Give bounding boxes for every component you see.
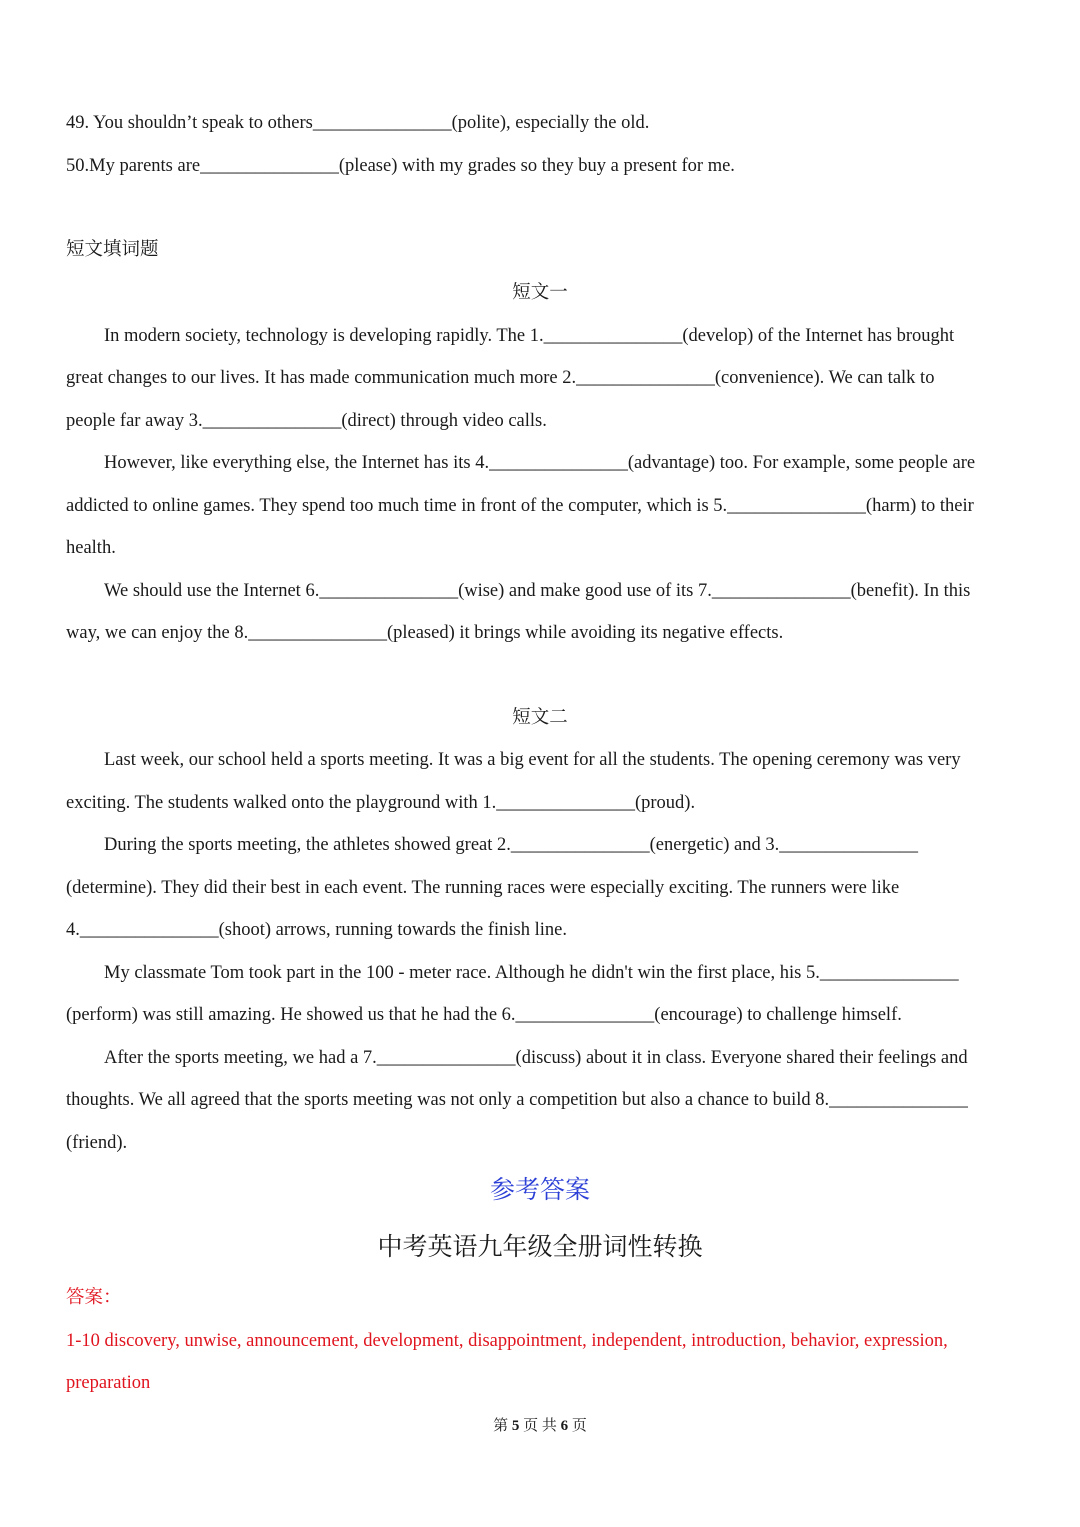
passage2-line: thoughts. We all agreed that the sports meeting was not only a competition but also a chance to build 8._______________	[66, 1090, 968, 1110]
passage1-line: In modern society, technology is developing rapidly. The 1._______________(develop) of the Internet has brought	[104, 326, 955, 346]
answer-label: 答案：	[66, 1288, 122, 1308]
reference-answer-title: 参考答案	[489, 1177, 590, 1204]
passage1-line: addicted to online games. They spend too much time in front of the computer, which is 5._______________(harm) to their	[66, 496, 974, 516]
answer-line: 1-10 discovery, unwise, announcement, development, disappointment, independent, introduction, behavior, expression,	[66, 1331, 948, 1351]
passage2-line: My classmate Tom took part in the 100 - meter race. Although he didn't win the first place, his 5._______________	[104, 963, 959, 983]
answer-line: preparation	[66, 1373, 151, 1393]
passage1-line: We should use the Internet 6._______________(wise) and make good use of its 7._______________(benefit). In this	[104, 581, 971, 601]
passage2-title: 短文二	[512, 708, 568, 728]
passage1-line: health.	[66, 538, 116, 558]
document-title: 中考英语九年级全册词性转换	[377, 1234, 703, 1261]
passage1-line: way, we can enjoy the 8._______________(pleased) it brings while avoiding its negative effects.	[66, 623, 784, 643]
passage2-line: After the sports meeting, we had a 7._______________(discuss) about it in class. Everyone shared their feelings and	[104, 1048, 968, 1068]
footer-prefix: 第	[493, 1418, 509, 1434]
footer-middle: 页 共	[523, 1418, 557, 1434]
footer-total-pages: 6	[560, 1418, 569, 1434]
section-heading: 短文填词题	[66, 240, 159, 260]
passage2-line: exciting. The students walked onto the playground with 1._______________(proud).	[66, 793, 696, 813]
passage1-line: great changes to our lives. It has made communication much more 2._______________(convenience). We can talk to	[66, 368, 935, 388]
passage1-title: 短文一	[512, 283, 568, 303]
footer-page-number: 5	[511, 1418, 520, 1434]
passage2-line: (friend).	[66, 1133, 128, 1153]
question-50: 50.My parents are_______________(please) with my grades so they buy a present for me.	[66, 156, 735, 176]
passage1-line: people far away 3._______________(direct) through video calls.	[66, 411, 547, 431]
footer-suffix: 页	[571, 1418, 587, 1434]
question-49: 49. You shouldn’t speak to others_______________(polite), especially the old.	[66, 113, 650, 133]
passage1-line: However, like everything else, the Internet has its 4._______________(advantage) too. For example, some people are	[104, 453, 976, 473]
passage2-line: 4._______________(shoot) arrows, running towards the finish line.	[66, 920, 567, 940]
passage2-line: Last week, our school held a sports meeting. It was a big event for all the students. The opening ceremony was very	[104, 750, 961, 770]
passage2-line: (perform) was still amazing. He showed us that he had the 6._______________(encourage) to challenge himself.	[66, 1005, 902, 1025]
passage2-line: During the sports meeting, the athletes showed great 2._______________(energetic) and 3._______________	[104, 835, 919, 855]
page-footer	[0, 1416, 1080, 1436]
passage2-line: (determine). They did their best in each event. The running races were especially exciting. The runners were like	[66, 878, 900, 898]
